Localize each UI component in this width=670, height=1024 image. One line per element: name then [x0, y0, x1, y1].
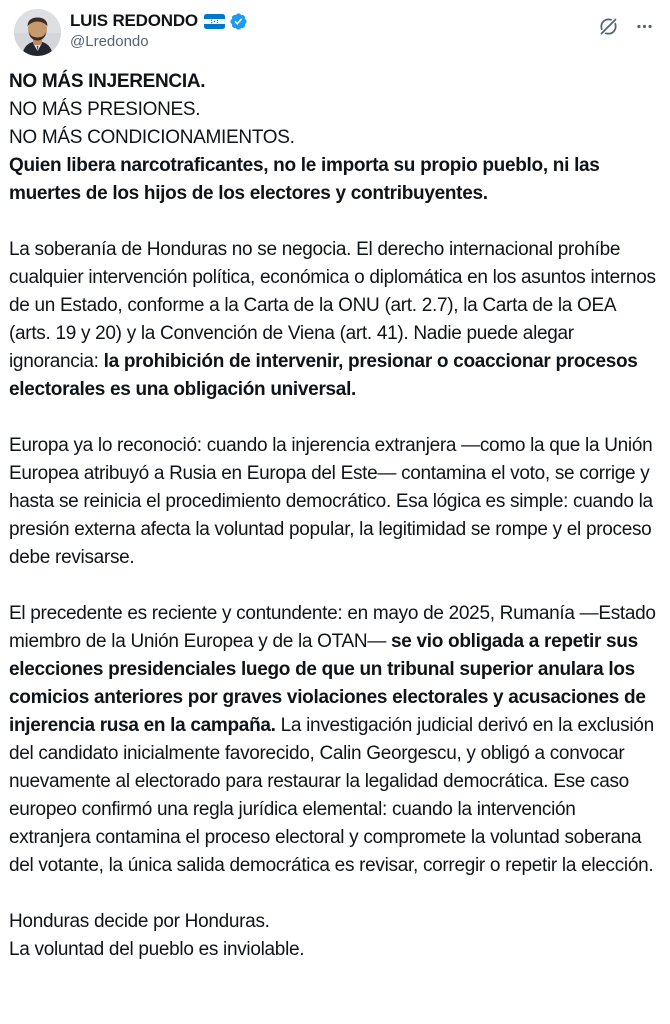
user-handle[interactable]: @Lredondo	[70, 33, 149, 50]
tweet-paragraph	[9, 432, 656, 572]
tweet-text: La soberanía de Honduras no se negocia. El derecho internacional prohíbe cualquier intervención política, económica o diplomática en los asuntos internos de un Estado, conforme a la Carta de la ONU (art. 2.7), la Carta de la OEA (arts. 19 y 20) y la Convención de Viena (art. 41). Nadie puede alegar ignorancia:	[9, 239, 656, 372]
tweet-line	[9, 68, 656, 96]
tweet-text: La investigación judicial derivó en la exclusión del candidato inicialmente favorecido, Calin Georgescu, y obligó a convocar nuevamente al electorado para restaurar la legalidad democrática. Ese caso europeo confirmó una regla jurídica elemental: cuando la intervención extranjera contamina el proceso electoral y compromete la voluntad soberana del votante, la única salida democrática es revisar, corregir o repetir la elección.	[9, 715, 654, 876]
tweet-text: El precedente es reciente y contundente: en mayo de 2025, Rumanía —Estado miembro de la Unión Europea y de la OTAN—	[9, 603, 656, 652]
tweet-line	[9, 152, 656, 208]
tweet-paragraph	[9, 908, 656, 964]
tweet-line	[9, 236, 656, 404]
tweet-text-bold: NO MÁS INJERENCIA.	[9, 71, 206, 92]
more-options-glyph	[635, 17, 654, 36]
tweet-paragraph	[9, 236, 656, 404]
avatar[interactable]	[14, 9, 61, 56]
tweet-paragraph	[9, 68, 656, 208]
tweet-text: Europa ya lo reconoció: cuando la injerencia extranjera —como la que la Unión Europea atribuyó a Rusia en Europa del Este— contamina el voto, se corrige y hasta se reinicia el procedimiento democrático. Esa lógica es simple: cuando la presión externa afecta la voluntad popular, la legitimidad se rompe y el proceso debe revisarse.	[9, 435, 653, 568]
tweet-text: NO MÁS CONDICIONAMIENTOS.	[9, 127, 295, 148]
tweet-text: Honduras decide por Honduras.	[9, 911, 270, 932]
verified-badge-icon	[229, 12, 248, 31]
tweet-line	[9, 124, 656, 152]
grok-icon-glyph	[598, 16, 619, 37]
tweet-text: NO MÁS PRESIONES.	[9, 99, 201, 120]
identity-block	[70, 9, 596, 50]
header-actions	[596, 9, 656, 39]
tweet-text-bold: la prohibición de intervenir, presionar o coaccionar procesos electorales es una obligación universal.	[9, 351, 638, 400]
tweet-header	[0, 0, 670, 56]
tweet-line	[9, 600, 656, 880]
display-name[interactable]: LUIS REDONDO	[70, 11, 198, 30]
tweet-text-bold: se vio obligada a repetir sus elecciones presidenciales luego de que un tribunal superior anulara los comicios anteriores por graves violaciones electorales y acusaciones de injerencia rusa en la campaña.	[9, 631, 646, 736]
tweet-body	[0, 56, 670, 964]
tweet-text-bold: Quien libera narcotraficantes, no le importa su propio pueblo, ni las muertes de los hijos de los electores y contribuyentes.	[9, 155, 600, 204]
tweet-line	[9, 908, 656, 936]
tweet-line	[9, 432, 656, 572]
honduras-flag-emoji	[204, 14, 225, 29]
name-row	[70, 11, 596, 31]
tweet-paragraph	[9, 600, 656, 880]
tweet-text: La voluntad del pueblo es inviolable.	[9, 939, 305, 960]
grok-icon[interactable]	[596, 14, 621, 39]
tweet-line	[9, 936, 656, 964]
tweet-line	[9, 96, 656, 124]
more-options-icon[interactable]	[633, 15, 656, 38]
avatar-image	[14, 9, 61, 56]
